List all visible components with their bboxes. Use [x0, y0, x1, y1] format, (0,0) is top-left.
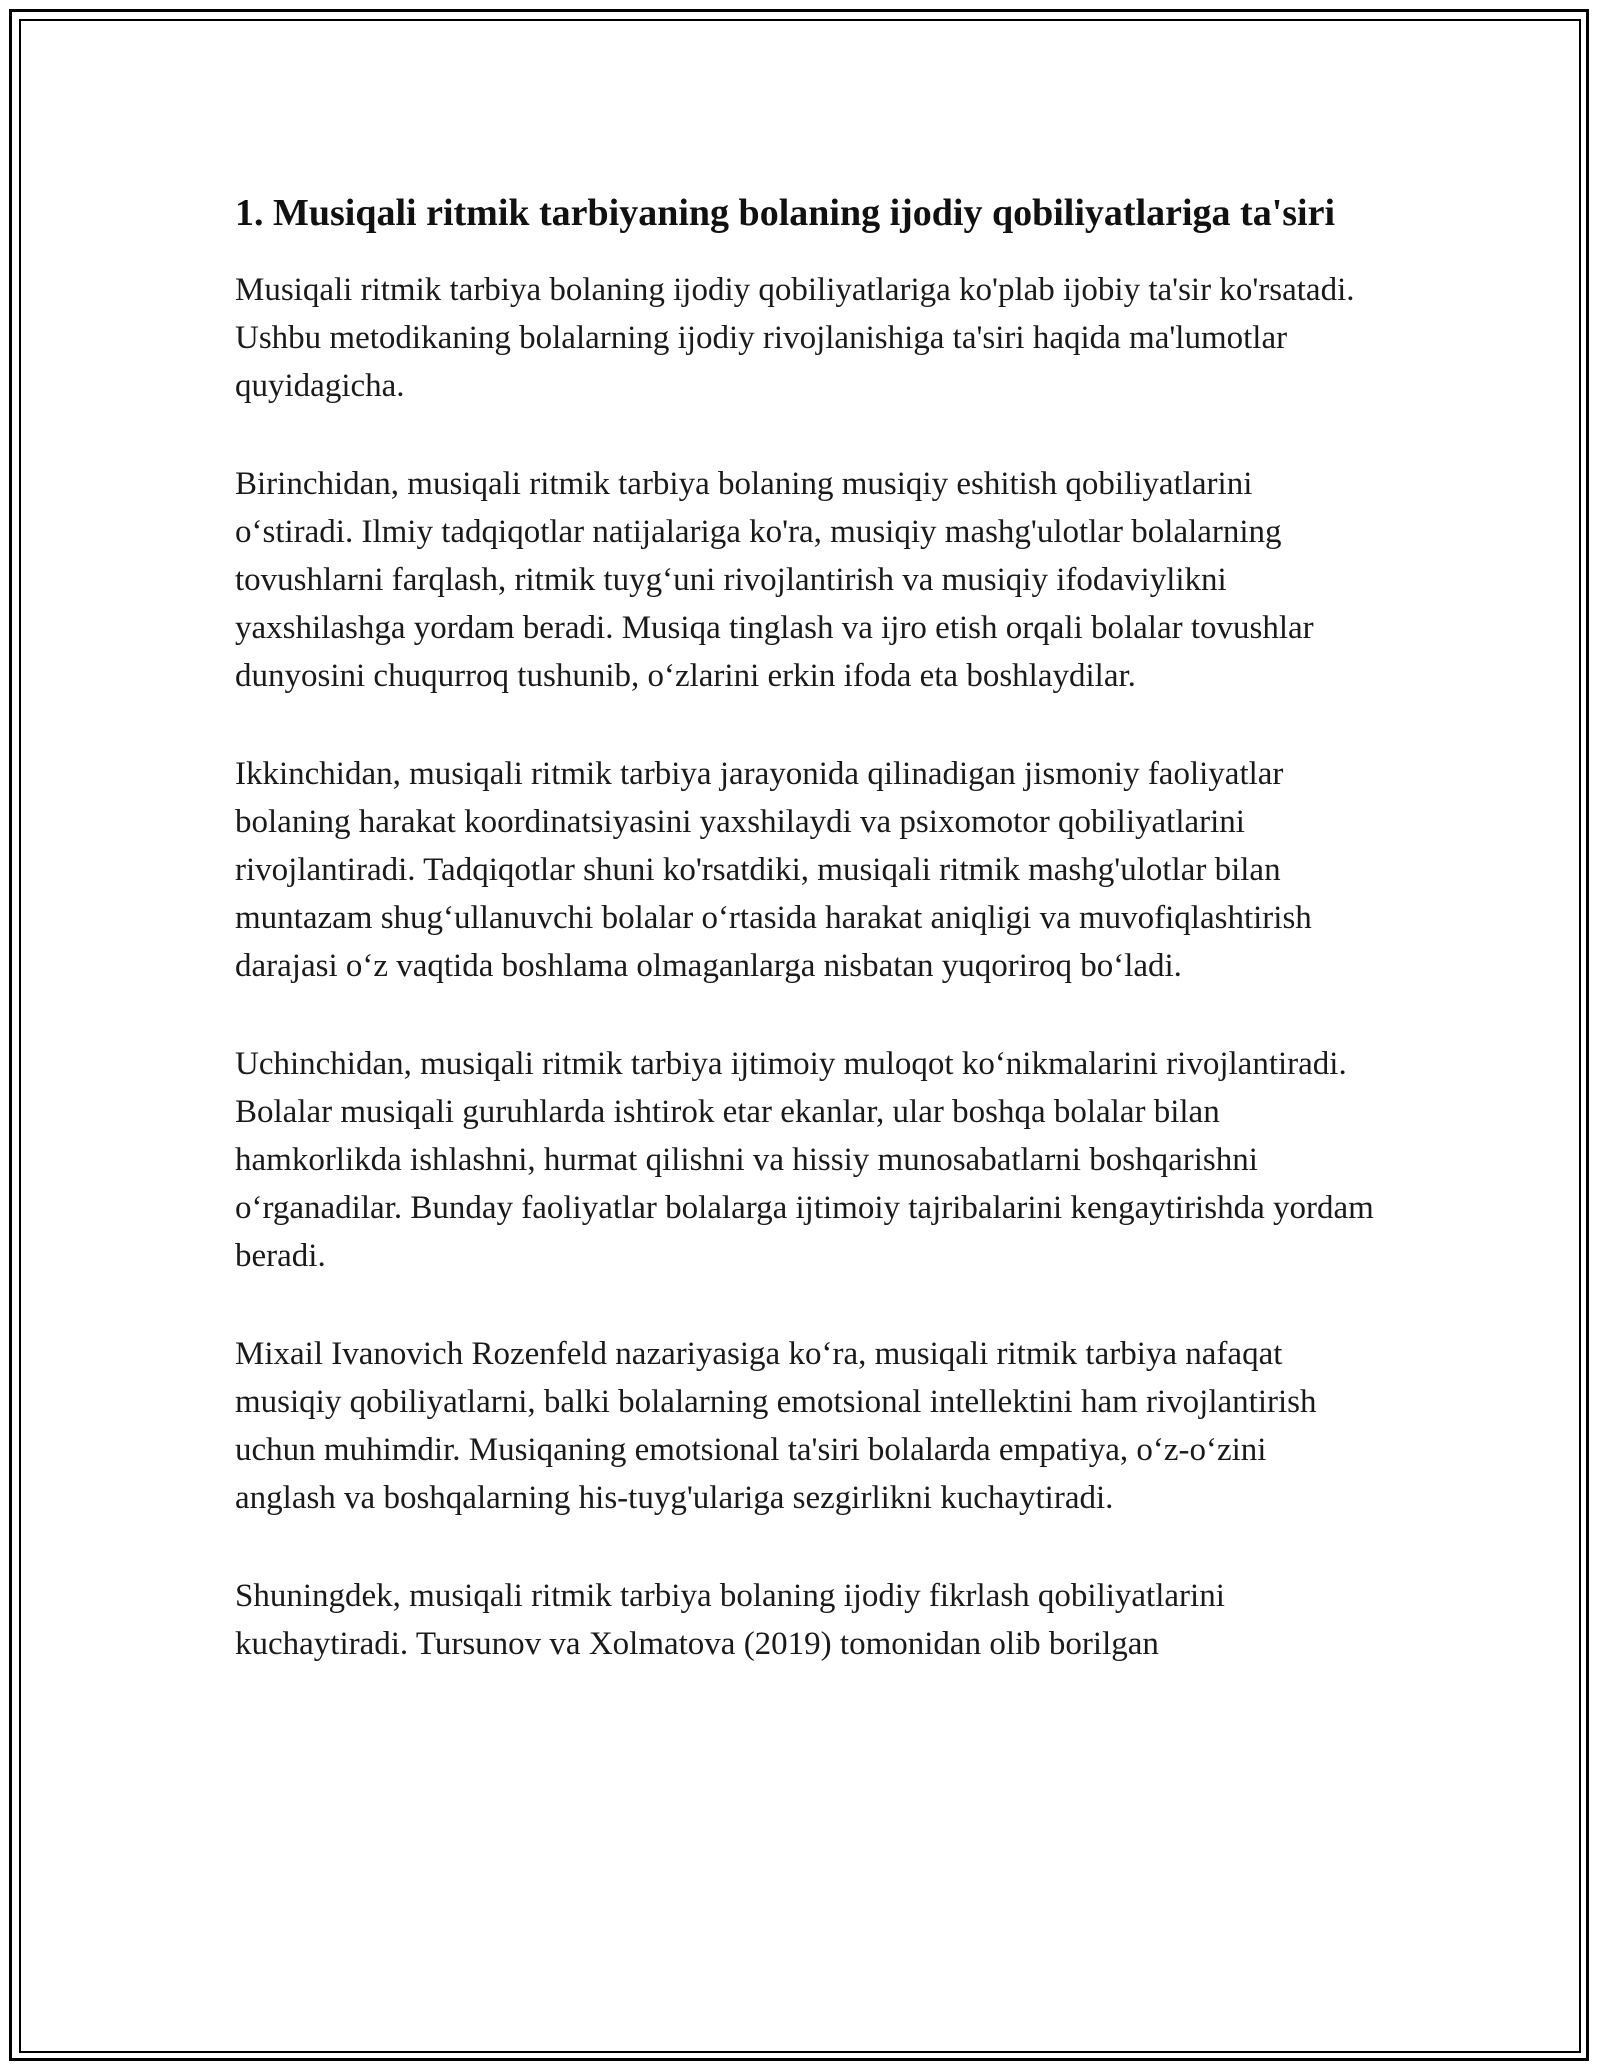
paragraph-second: Ikkinchidan, musiqali ritmik tarbiya jarayonida qilinadigan jismoniy faoliyatlar bolaning harakat koordinatsiyasini yaxshilaydi va psixomotor qobiliyatlarini rivojlantiradi. Tadqiqotlar shuni ko'rsatdiki, musiqali ritmik mashg'ulotlar bilan muntazam shug‘ullanuvchi bolalar o‘rtasida harakat aniqligi va muvofiqlashtirish darajasi o‘z vaqtida boshlama olmaganlarga nisbatan yuqoriroq bo‘ladi.: [235, 756, 1312, 984]
paragraph-third: Uchinchidan, musiqali ritmik tarbiya ijtimoiy muloqot ko‘nikmalarini rivojlantiradi. Bolalar musiqali guruhlarda ishtirok etar ekanlar, ular boshqa bolalar bilan hamkorlikda ishlashni, hurmat qilishni va hissiy munosabatlarni boshqarishni o‘rganadilar. Bunday faoliyatlar bolalarga ijtimoiy tajribalarini kengaytirishda yordam beradi.: [235, 1046, 1374, 1274]
paragraph-rozenfeld: Mixail Ivanovich Rozenfeld nazariyasiga ko‘ra, musiqali ritmik tarbiya nafaqat musiqiy qobiliyatlarni, balki bolalarning emotsional intellektini ham rivojlantirish uchun muhimdir. Musiqaning emotsional ta'siri bolalarda empatiya, o‘z-o‘zini anglash va boshqalarning his-tuyg'ulariga sezgirlikni kuchaytiradi.: [235, 1336, 1317, 1516]
document-body: [235, 186, 1375, 1718]
paragraph-creative-thinking: Shuningdek, musiqali ritmik tarbiya bolaning ijodiy fikrlash qobiliyatlarini kuchaytiradi. Tursunov va Xolmatova (2019) tomonidan olib borilgan: [235, 1578, 1225, 1662]
paragraph-first: Birinchidan, musiqali ritmik tarbiya bolaning musiqiy eshitish qobiliyatlarini o‘stiradi. Ilmiy tadqiqotlar natijalariga ko'ra, musiqiy mashg'ulotlar bolalarning tovushlarni farqlash, ritmik tuyg‘uni rivojlantirish va musiqiy ifodaviylikni yaxshilashga yordam beradi. Musiqa tinglash va ijro etish orqali bolalar tovushlar dunyosini chuqurroq tushunib, o‘zlarini erkin ifoda eta boshlaydilar.: [235, 466, 1314, 694]
paragraph-intro: Musiqali ritmik tarbiya bolaning ijodiy qobiliyatlariga ko'plab ijobiy ta'sir ko'rsatadi. Ushbu metodikaning bolalarning ijodiy rivojlanishiga ta'siri haqida ma'lumotlar quyidagicha.: [235, 272, 1355, 404]
section-heading: 1. Musiqali ritmik tarbiyaning bolaning ijodiy qobiliyatlariga ta'siri: [235, 192, 1336, 234]
